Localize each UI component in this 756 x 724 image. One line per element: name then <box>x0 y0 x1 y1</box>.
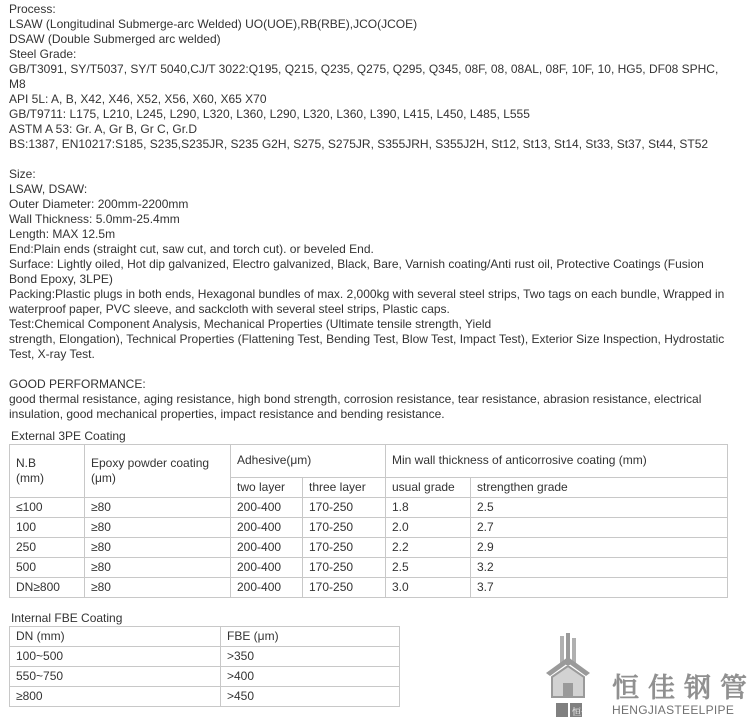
text-line: Packing:Plastic plugs in both ends, Hexagonal bundles of max. 2,000kg with several steel strips, Two tags on each bundle, Wrapped in waterproof paper, PVC sleeve, and sackcloth with several steel strips, Plastic caps. <box>9 287 725 316</box>
text-line: Outer Diameter: 200mm-2200mm <box>9 197 189 211</box>
table-cell: ≥80 <box>85 578 231 598</box>
text-line: Steel Grade: <box>9 47 77 61</box>
text-line: Surface: Lightly oiled, Hot dip galvanized, Electro galvanized, Black, Bare, Varnish coating/Anti rust oil, Protective Coatings (Fusion Bond Epoxy, 3LPE) <box>9 257 704 286</box>
header-usual-grade: usual grade <box>386 477 471 497</box>
table-row <box>10 518 728 538</box>
table-cell: 170-250 <box>303 538 386 558</box>
table-cell: 550~750 <box>10 667 221 687</box>
header-adhesive: Adhesive(μm) <box>231 445 386 478</box>
header-epoxy: Epoxy powder coating (μm) <box>85 445 231 498</box>
text-line: GB/T3091, SY/T5037, SY/T 5040,CJ/T 3022:Q195, Q215, Q235, Q275, Q295, Q345, 08F, 08, 08AL, 08F, 10F, 10, HG5, DF08 SPHC, M8 <box>9 62 719 91</box>
text-line: LSAW (Longitudinal Submerge-arc Welded) UO(UOE),RB(RBE),JCO(JCOE) <box>9 17 418 31</box>
table-cell: 2.0 <box>386 518 471 538</box>
table-cell: 3.7 <box>471 578 728 598</box>
header-fbe: FBE (μm) <box>221 627 400 647</box>
table-cell: 200-400 <box>231 578 303 598</box>
section-process-grades <box>9 2 733 152</box>
table-cell: 100~500 <box>10 647 221 667</box>
table-cell: 200-400 <box>231 498 303 518</box>
text-line: API 5L: A, B, X42, X46, X52, X56, X60, X65 X70 <box>9 92 267 106</box>
table-cell: 200-400 <box>231 518 303 538</box>
table-cell: ≥800 <box>10 687 221 707</box>
text-line: GOOD PERFORMANCE: <box>9 377 146 391</box>
text-line: good thermal resistance, aging resistance, high bond strength, corrosion resistance, tear resistance, abrasion resistance, electrical insulation, good mechanical properties, impact resistance and bending resistance. <box>9 392 702 421</box>
table-cell: ≤100 <box>10 498 85 518</box>
table-row <box>10 498 728 518</box>
table-cell: 170-250 <box>303 498 386 518</box>
text-line: GB/T9711: L175, L210, L245, L290, L320, L360, L290, L320, L360, L390, L415, L450, L485, L555 <box>9 107 530 121</box>
table-cell: DN≥800 <box>10 578 85 598</box>
text-line: Length: MAX 12.5m <box>9 227 116 241</box>
section-size <box>9 167 733 362</box>
table-cell: >400 <box>221 667 400 687</box>
text-line: End:Plain ends (straight cut, saw cut, and torch cut). or beveled End. <box>9 242 374 256</box>
header-nb: N.B (mm) <box>10 445 85 498</box>
table-cell: 170-250 <box>303 578 386 598</box>
company-logo <box>542 633 756 721</box>
text-line: LSAW, DSAW: <box>9 182 88 196</box>
table-caption-fbe: Internal FBE Coating <box>11 611 123 625</box>
logo-cn-text: 恒佳钢管 <box>612 673 756 704</box>
table-cell: 3.2 <box>471 558 728 578</box>
table-cell: 200-400 <box>231 538 303 558</box>
table-row <box>10 578 728 598</box>
table-row <box>10 538 728 558</box>
table-cell: ≥80 <box>85 498 231 518</box>
table-cell: 3.0 <box>386 578 471 598</box>
table-cell: 100 <box>10 518 85 538</box>
table-cell: 170-250 <box>303 518 386 538</box>
table-cell: 200-400 <box>231 558 303 578</box>
header-two-layer: two layer <box>231 477 303 497</box>
table-cell: 500 <box>10 558 85 578</box>
header-dn: DN (mm) <box>10 627 221 647</box>
text-line: Process: <box>9 2 56 16</box>
table-cell: 2.7 <box>471 518 728 538</box>
table-caption-3pe: External 3PE Coating <box>11 429 126 443</box>
text-line: BS:1387, EN10217:S185, S235,S235JR, S235 G2H, S275, S275JR, S355JRH, S355J2H, St12, St13, St14, St33, St37, St44, ST52 <box>9 137 709 151</box>
text-line: Size: <box>9 167 36 181</box>
text-line: ASTM A 53: Gr. A, Gr B, Gr C, Gr.D <box>9 122 198 136</box>
table-fbe-coating <box>9 626 400 707</box>
table-cell: 2.9 <box>471 538 728 558</box>
table-cell: 2.5 <box>386 558 471 578</box>
table-cell: 250 <box>10 538 85 558</box>
table-row <box>10 667 400 687</box>
table-cell: 2.2 <box>386 538 471 558</box>
text-line: Test:Chemical Component Analysis, Mechanical Properties (Ultimate tensile strength, Yield <box>9 317 492 331</box>
spec-document <box>9 2 733 707</box>
table-cell: >450 <box>221 687 400 707</box>
table-cell: 2.5 <box>471 498 728 518</box>
header-strengthen-grade: strengthen grade <box>471 477 728 497</box>
table-row <box>10 558 728 578</box>
table-3pe-coating <box>9 444 728 598</box>
table-row <box>10 647 400 667</box>
section-performance <box>9 377 733 422</box>
table-cell: ≥80 <box>85 558 231 578</box>
header-min-wall: Min wall thickness of anticorrosive coating (mm) <box>386 445 728 478</box>
logo-en-text: HENGJIASTEELPIPE <box>612 703 735 717</box>
text-line: DSAW (Double Submerged arc welded) <box>9 32 221 46</box>
text-line: strength, Elongation), Technical Properties (Flattening Test, Bending Test, Blow Test, Impact Test), Exterior Size Inspection, Hydrostatic Test, X-ray Test. <box>9 332 725 361</box>
table-cell: >350 <box>221 647 400 667</box>
table-cell: 1.8 <box>386 498 471 518</box>
header-three-layer: three layer <box>303 477 386 497</box>
table-cell: ≥80 <box>85 518 231 538</box>
logo-small-text: 恒佳钢 <box>572 708 600 718</box>
table-cell: ≥80 <box>85 538 231 558</box>
text-line: Wall Thickness: 5.0mm-25.4mm <box>9 212 180 226</box>
table-cell: 170-250 <box>303 558 386 578</box>
table-row <box>10 687 400 707</box>
